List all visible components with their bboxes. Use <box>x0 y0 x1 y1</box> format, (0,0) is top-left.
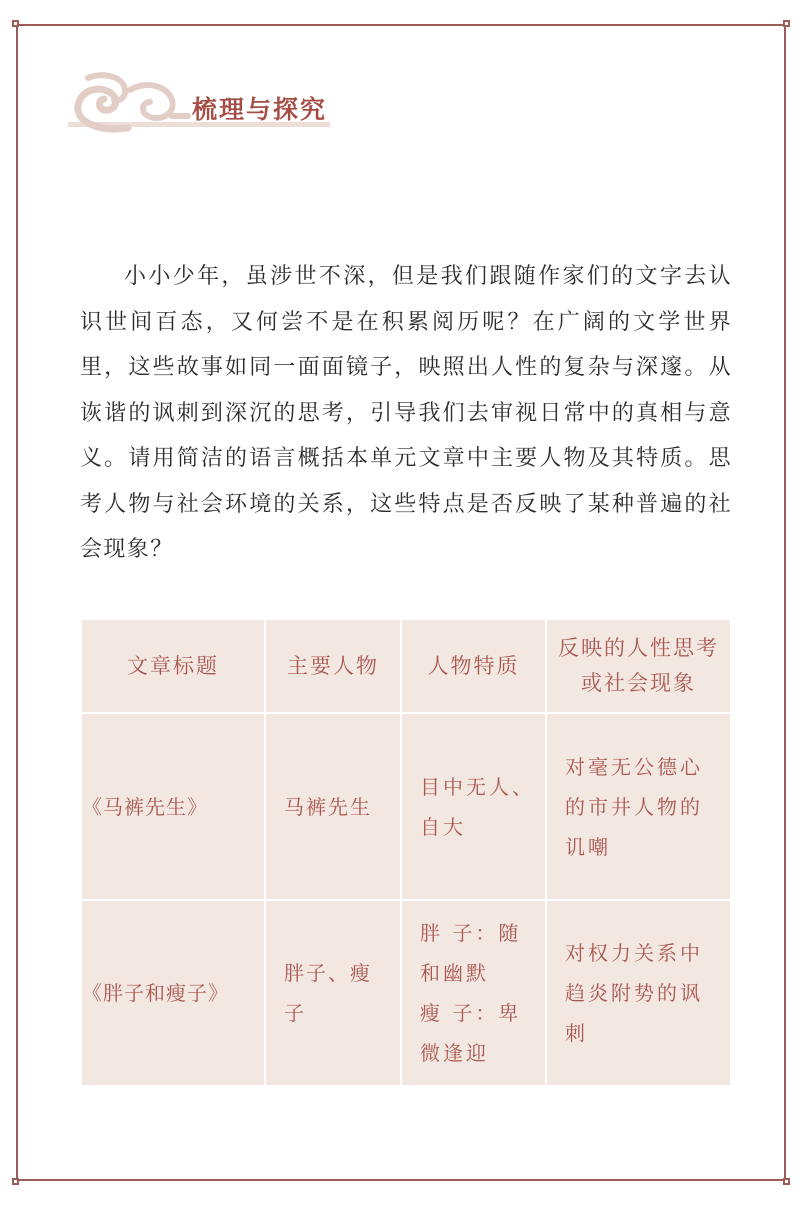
article-title-cell: 《马裤先生》 <box>81 713 265 900</box>
header-cell: 文章标题 <box>81 619 265 713</box>
article-title-cell: 《胖子和瘦子》 <box>81 900 265 1086</box>
table-header-row <box>81 619 731 713</box>
frame-corner <box>783 20 790 27</box>
reflection-cell: 对毫无公德心的市井人物的讥嘲 <box>546 713 731 900</box>
table-row <box>81 713 731 900</box>
header-cell: 人物特质 <box>401 619 546 713</box>
traits-cell: 胖 子：随和幽默 瘦 子：卑微逢迎 <box>401 900 546 1086</box>
frame-corner <box>783 1178 790 1185</box>
frame-corner <box>12 1178 19 1185</box>
header-cell: 主要人物 <box>265 619 401 713</box>
frame-corner <box>12 20 19 27</box>
reflection-cell: 对权力关系中趋炎附势的讽刺 <box>546 900 731 1086</box>
section-title: 梳理与探究 <box>192 95 328 124</box>
header-cell: 反映的人性思考或社会现象 <box>546 619 731 713</box>
character-summary-table <box>80 618 732 1087</box>
section-heading <box>68 70 408 142</box>
traits-cell: 目中无人、自大 <box>401 713 546 900</box>
character-cell: 马裤先生 <box>265 713 401 900</box>
table-row <box>81 900 731 1086</box>
character-cell: 胖子、瘦子 <box>265 900 401 1086</box>
intro-paragraph: 小小少年，虽涉世不深，但是我们跟随作家们的文字去认识世间百态，又何尝不是在积累阅历呢？在广阔的文学世界里，这些故事如同一面面镜子，映照出人性的复杂与深邃。从诙谐的讽刺到深沉的思考，引导我们去审视日常中的真相与意义。请用简洁的语言概括本单元文章中主要人物及其特质。思考人物与社会环境的关系，这些特点是否反映了某种普遍的社会现象？ <box>80 264 732 562</box>
